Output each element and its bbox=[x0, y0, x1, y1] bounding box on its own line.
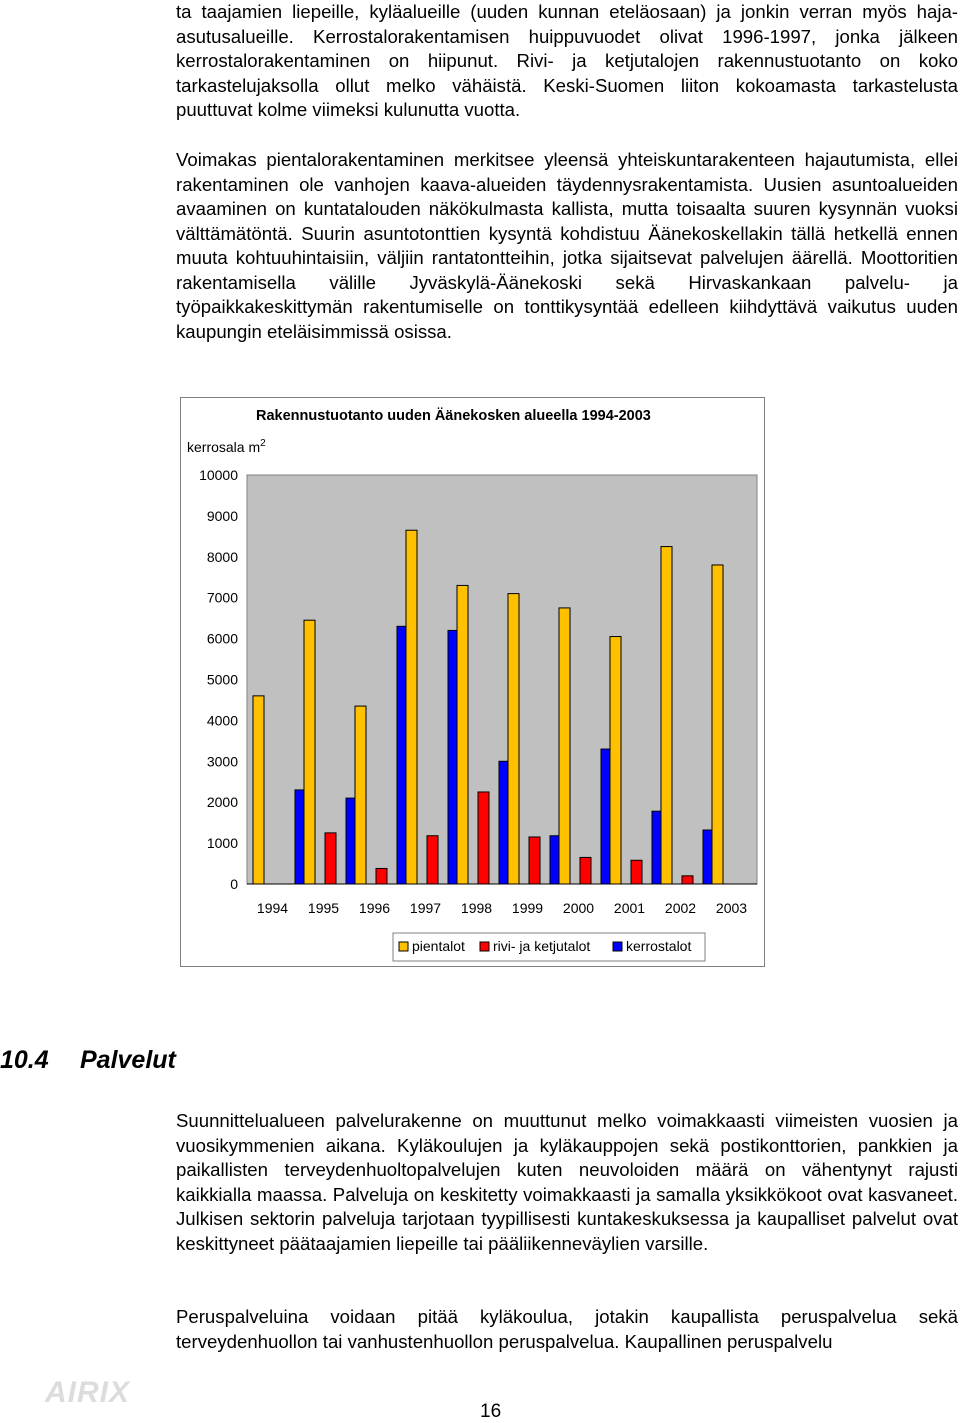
y-tick-label: 2000 bbox=[206, 794, 238, 811]
bar bbox=[580, 857, 591, 884]
y-tick-label: 8000 bbox=[206, 548, 238, 565]
chart-svg bbox=[181, 398, 766, 968]
x-tick-label: 2003 bbox=[715, 900, 748, 916]
y-tick-label: 7000 bbox=[206, 589, 238, 606]
y-tick-label: 0 bbox=[230, 876, 238, 892]
legend-label: pientalot bbox=[412, 938, 465, 954]
section-number: 10.4 bbox=[0, 1046, 49, 1074]
chart-legend bbox=[393, 933, 705, 961]
section-heading bbox=[0, 1046, 176, 1075]
y-tick-label: 1000 bbox=[206, 835, 238, 852]
x-tick-label: 1998 bbox=[460, 900, 493, 916]
y-tick-label: 3000 bbox=[206, 753, 238, 770]
bar bbox=[427, 836, 438, 884]
legend-label: kerrostalot bbox=[626, 938, 692, 954]
bar bbox=[661, 547, 672, 884]
bar bbox=[508, 594, 519, 884]
x-tick-label: 2002 bbox=[664, 900, 697, 916]
chart-title: Rakennustuotanto uuden Äänekosken alueella 1994-2003 bbox=[256, 408, 651, 424]
page-number: 16 bbox=[480, 1401, 502, 1422]
bar bbox=[355, 706, 366, 884]
bar bbox=[304, 620, 315, 884]
bar bbox=[457, 585, 468, 884]
bar bbox=[478, 792, 489, 884]
y-tick-label: 9000 bbox=[206, 507, 238, 524]
body-paragraph-2: Voimakas pientalorakentaminen merkitsee yleensä yhteiskuntarakenteen hajautumista, ellei rakentaminen ole vanhojen kaava-alueiden täydennysrakentamista. Uusien asuntoalueiden avaaminen on kuntatalouden näkökulmasta kallista, mutta toisaalta suuren kysynnän vuoksi välttämätöntä. Suurin asuntotonttien kysyntä kohdistuu Äänekoskellakin tällä hetkellä ennen muuta kohtuuhintaisiin, väljiin rantatontteihin, jotka sijaitsevat palvelujen äärellä. Moottoritien rakentamisella välille Jyväskylä-Äänekoski sekä Hirvaskankaan palvelu- ja työpaikkakeskittymän rakentumiselle on tonttikysyntää edelleen kiihdyttävä vaikutus uuden kaupungin eteläisimmissä osissa. bbox=[176, 149, 958, 342]
y-tick-label: 4000 bbox=[206, 712, 238, 729]
bar bbox=[376, 868, 387, 884]
x-tick-label: 1999 bbox=[511, 900, 544, 916]
bar bbox=[631, 860, 642, 884]
section-title: Palvelut bbox=[80, 1046, 176, 1074]
x-tick-label: 1995 bbox=[307, 900, 340, 916]
airix-logo: AIRIX bbox=[45, 1376, 131, 1409]
x-tick-label: 1994 bbox=[256, 900, 289, 916]
y-axis-label bbox=[187, 438, 266, 455]
body-paragraph-1: ta taajamien liepeille, kyläalueille (uuden kunnan eteläosaan) ja jonkin verran myös haja-asutusalueille. Kerrostalorakentamisen huippuvuodet olivat 1996-1997, jonka jälkeen kerrostalorakentaminen on hiipunut. Rivi- ja ketjutalojen rakennustuotanto on koko tarkastelujaksolla ollut melko vähäistä. Keski-Suomen liiton kokoamasta tarkastelusta puuttuvat kolme viimeksi kulunutta vuotta. bbox=[176, 1, 958, 120]
x-tick-label: 2001 bbox=[613, 900, 646, 916]
bar bbox=[712, 565, 723, 884]
legend-label: rivi- ja ketjutalot bbox=[493, 938, 591, 954]
bar bbox=[406, 530, 417, 884]
construction-chart bbox=[180, 397, 765, 967]
bar bbox=[610, 637, 621, 884]
plot-area bbox=[199, 467, 757, 916]
body-paragraph-4: Peruspalveluina voidaan pitää kyläkoulua, jotakin kaupallista peruspalvelua sekä terveydenhuollon tai vanhustenhuollon peruspalvelua. Kaupallinen peruspalvelu bbox=[176, 1306, 958, 1352]
y-tick-label: 5000 bbox=[206, 671, 238, 688]
body-paragraph-3: Suunnittelualueen palvelurakenne on muuttunut melko voimakkaasti viimeisten vuosien ja vuosikymmenien aikana. Kyläkoulujen ja kyläkauppojen sekä postikonttorien, pankkien ja paikallisten terveydenhuoltopalvelujen kuten neuvoloiden määrä on vähentynyt rajusti kaikkialla maassa. Palveluja on keskitetty voimakkaasti ja samalla yksikkökoot ovat kasvaneet. Julkisen sektorin palveluja tarjotaan tyypillisesti kuntakeskuksessa ja kaupalliset palvelut ovat keskittyneet päätaajamien liepeille tai pääliikenneväylien varsille. bbox=[176, 1110, 958, 1254]
bar bbox=[559, 608, 570, 884]
y-axis-label-text: kerrosala m bbox=[187, 439, 261, 455]
x-tick-label: 1997 bbox=[409, 900, 442, 916]
bar bbox=[529, 837, 540, 884]
legend-swatch bbox=[399, 942, 408, 951]
bar bbox=[253, 696, 264, 884]
bar bbox=[682, 876, 693, 884]
y-axis-label-superscript: 2 bbox=[260, 438, 266, 449]
y-tick-label: 10000 bbox=[199, 467, 238, 483]
y-tick-label: 6000 bbox=[206, 630, 238, 647]
x-tick-label: 1996 bbox=[358, 900, 391, 916]
bar bbox=[325, 833, 336, 884]
legend-swatch bbox=[480, 942, 489, 951]
legend-swatch bbox=[613, 942, 622, 951]
x-tick-label: 2000 bbox=[562, 900, 595, 916]
